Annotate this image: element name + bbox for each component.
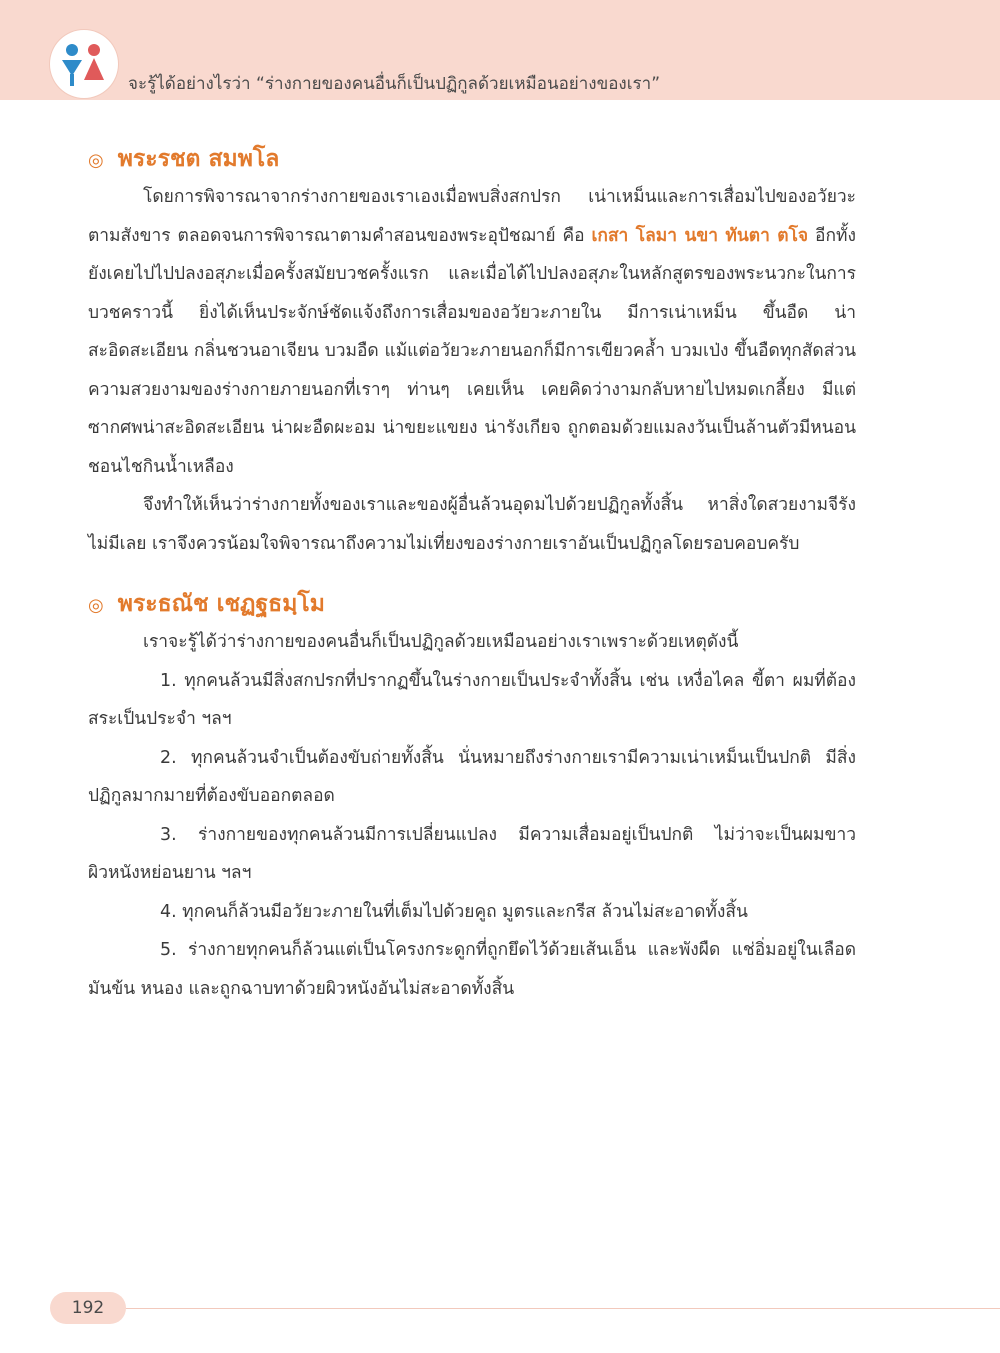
footer-divider <box>118 1308 1000 1309</box>
heading-text: พระรชต สมพโล <box>117 146 280 172</box>
bullet-icon: ◎ <box>88 150 104 171</box>
section-heading-rachata <box>88 140 856 178</box>
bullet-icon: ◎ <box>88 595 104 616</box>
paragraph: เราจะรู้ได้ว่าร่างกายของคนอื่นก็เป็นปฏิกูลด้วยเหมือนอย่างเราเพราะด้วยเหตุดังนี้ <box>143 632 739 652</box>
heading-text: พระธณัช เชฏฐธมฺโม <box>117 591 325 617</box>
list-item: 2. ทุกคนล้วนจำเป็นต้องขับถ่ายทั้งสิ้น นั่นหมายถึงร่างกายเรามีความเน่าเหม็นเป็นปกติ มีสิ่งปฏิกูลมากมายที่ต้องขับออกตลอด <box>88 747 856 806</box>
section-gap <box>88 563 856 585</box>
paragraph <box>88 178 856 486</box>
section-heading-thanat <box>88 585 856 623</box>
paragraph-text: โดยการพิจารณาจากร่างกายของเราเองเมื่อพบสิ่งสกปรก เน่าเหม็นและการเสื่อมไปของอวัยวะตามสังขาร ตลอดจนการพิจารณาตามคำสอนของพระอุปัชฌาย์ คือ <box>88 187 856 246</box>
people-logo-icon <box>50 30 118 98</box>
list-item: 4. ทุกคนก็ล้วนมีอวัยวะภายในที่เต็มไปด้วยคูถ มูตรและกรีส ล้วนไม่สะอาดทั้งสิ้น <box>160 901 748 922</box>
paragraph-text: อีกทั้งยังเคยไปไปปลงอสุภะเมื่อครั้งสมัยบวชครั้งแรก และเมื่อได้ไปปลงอสุภะในหลักสูตรของพระนวกะในการบวชคราวนี้ ยิ่งได้เห็นประจักษ์ชัดแจ้งถึงการเสื่อมของอวัยวะภายใน มีการเน่าเหม็น ขึ้นอืด น่าสะอิดสะเอียน กลิ่นชวนอาเจียน บวมอืด แม้แต่อวัยวะภายนอกก็มีการเขียวคล้ำ บวมเป่ง ขึ้นอืดทุกสัดส่วน ความสวยงามของร่างกายภายนอกที่เราๆ ท่านๆ เคยเห็น เคยคิดว่างามกลับหายไปหมดเกลี้ยง มีแต่ซากศพน่าสะอิดสะเอียน น่าผะอืดผะอม น่าขยะแขยง น่ารังเกียจ ถูกตอมด้วยแมลงวันเป็นล้านตัวมีหนอนชอนไชกินน้ำเหลือง <box>88 225 856 477</box>
logo <box>50 30 118 98</box>
list-item: 1. ทุกคนล้วนมีสิ่งสกปรกที่ปรากฏขึ้นในร่างกายเป็นประจำทั้งสิ้น เช่น เหงื่อไคล ขี้ตา ผมที่ต้องสระเป็นประจำ ฯลฯ <box>88 670 856 729</box>
highlight-text: เกสา โลมา นขา ทันตา ตโจ <box>591 225 809 246</box>
paragraph: จึงทำให้เห็นว่าร่างกายทั้งของเราและของผู้อื่นล้วนอุดมไปด้วยปฏิกูลทั้งสิ้น หาสิ่งใดสวยงามจีรังไม่มีเลย เราจึงควรน้อมใจพิจารณาถึงความไม่เที่ยงของร่างกายเราอันเป็นปฏิกูลโดยรอบคอบครับ <box>88 495 856 554</box>
running-header-title: จะรู้ได้อย่างไรว่า “ร่างกายของคนอื่นก็เป็นปฏิกูลด้วยเหมือนอย่างของเรา” <box>128 74 661 94</box>
page-number: 192 <box>50 1292 126 1324</box>
list-item: 5. ร่างกายทุกคนก็ล้วนแต่เป็นโครงกระดูกที่ถูกยึดไว้ด้วยเส้นเอ็น และพังผืด แช่อิ่มอยู่ในเลือด มันข้น หนอง และถูกฉาบทาด้วยผิวหนังอันไม่สะอาดทั้งสิ้น <box>88 940 856 999</box>
list-item: 3. ร่างกายของทุกคนล้วนมีการเปลี่ยนแปลง มีความเสื่อมอยู่เป็นปกติ ไม่ว่าจะเป็นผมขาว ผิวหนังหย่อนยาน ฯลฯ <box>88 824 856 883</box>
page-content <box>88 140 856 1008</box>
